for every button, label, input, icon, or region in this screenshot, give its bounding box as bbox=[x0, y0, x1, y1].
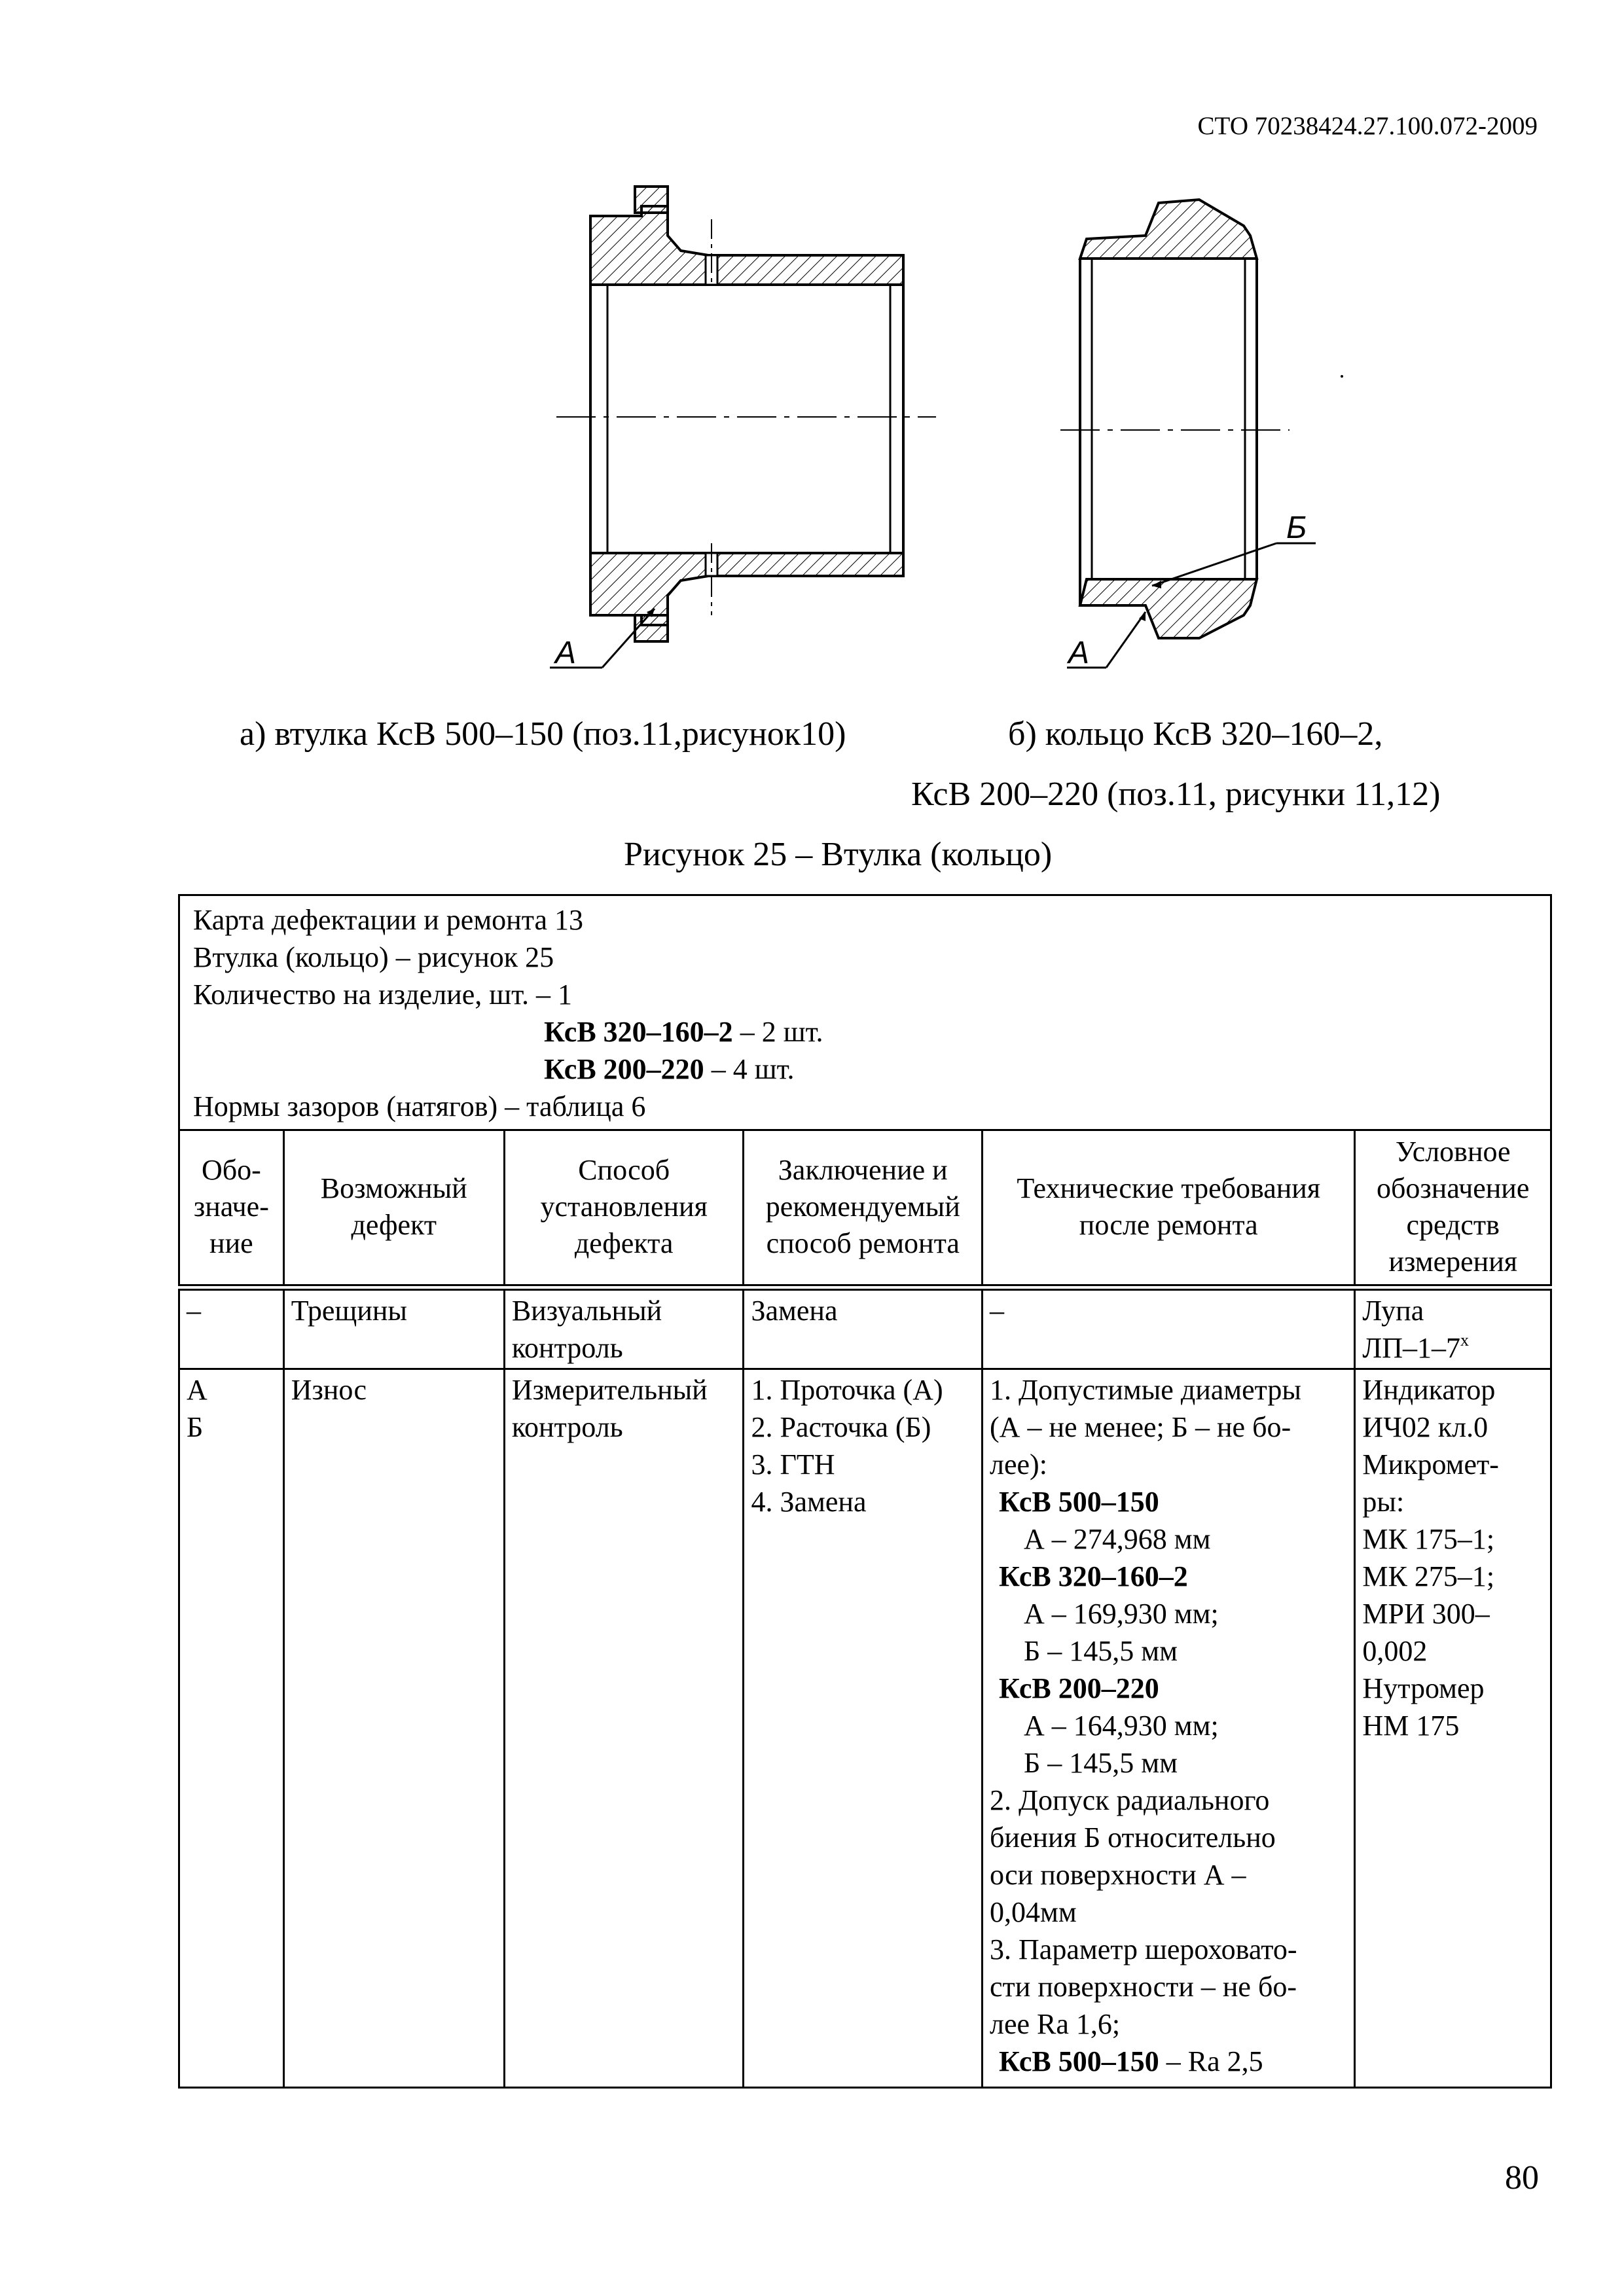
table-row bbox=[179, 1369, 1551, 2088]
quantity-line-2: КсВ 200–220 – 4 шт. bbox=[544, 1053, 795, 1085]
cell-designation: А Б bbox=[179, 1369, 284, 2088]
figure-title: Рисунок 25 – Втулка (кольцо) bbox=[624, 836, 1053, 873]
cell-defect: Износ bbox=[283, 1369, 504, 2088]
bushing-drawing bbox=[537, 180, 943, 691]
cell-repair: Замена bbox=[744, 1287, 983, 1369]
cell-defect: Трещины bbox=[283, 1287, 504, 1369]
card-header bbox=[179, 895, 1551, 1130]
cell-requirements: 1. Допустимые диаметры (А – не менее; Б – не бо- лее): КсВ 500–150 А – 274,968 мм КсВ 320–160–2 А – 169,930 мм; Б – 145,5 мм КсВ 200–220 А – 164,930 мм; Б – 145,5 мм 2. Допуск радиального биения Б относительно оси поверхности А – 0,04мм 3. Параметр шероховато- сти поверхности – не бо- лее Ra 1,6; КсВ 500–150 – Ra 2,5 bbox=[983, 1369, 1355, 2088]
cell-method: Измерительный контроль bbox=[504, 1369, 744, 2088]
label-a-ring: А bbox=[1068, 636, 1090, 670]
cell-tools: Лупа $ЛП-1-7^х$ bbox=[1355, 1287, 1551, 1369]
label-a: А bbox=[555, 636, 577, 670]
col-header-method: Способ установления дефекта bbox=[504, 1130, 744, 1288]
quantity-line-1: КсВ 320–160–2 – 2 шт. bbox=[544, 1016, 823, 1048]
document-code: СТО 70238424.27.100.072-2009 bbox=[1197, 112, 1538, 140]
caption-b-line2: КсВ 200–220 (поз.11, рисунки 11,12) bbox=[911, 776, 1441, 813]
label-b: Б bbox=[1286, 511, 1307, 545]
cell-tools: Индикатор ИЧ02 кл.0 Микромет- ры: МК 175–1; МК 275–1; МРИ 300– 0,002 Нутромер НМ 175 bbox=[1355, 1369, 1551, 2088]
caption-a: а) втулка КсВ 500–150 (поз.11,рисунок10) bbox=[240, 715, 846, 753]
col-header-repair: Заключение и рекомендуемый способ ремонта bbox=[744, 1130, 983, 1288]
ring-drawing bbox=[1054, 187, 1420, 684]
cell-method: Визуальный контроль bbox=[504, 1287, 744, 1369]
cell-designation: – bbox=[179, 1287, 284, 1369]
col-header-requirements: Технические требования после ремонта bbox=[983, 1130, 1355, 1288]
cell-requirements: – bbox=[983, 1287, 1355, 1369]
page-number: 80 bbox=[1505, 2159, 1539, 2197]
card-quantity: Количество на изделие, шт. – 1 bbox=[193, 978, 573, 1011]
cell-repair: 1. Проточка (А) 2. Расточка (Б) 3. ГТН 4. Замена bbox=[744, 1369, 983, 2088]
col-header-designation: Обо- значе- ние bbox=[179, 1130, 284, 1288]
caption-b-line1: б) кольцо КсВ 320–160–2, bbox=[1008, 715, 1383, 753]
card-part: Втулка (кольцо) – рисунок 25 bbox=[193, 941, 554, 973]
table-row bbox=[179, 1287, 1551, 1369]
defect-repair-card-table bbox=[178, 894, 1552, 2089]
card-title: Карта дефектации и ремонта 13 bbox=[193, 904, 583, 936]
col-header-tools: Условное обозначение средств измерения bbox=[1355, 1130, 1551, 1288]
col-header-defect: Возможный дефект bbox=[283, 1130, 504, 1288]
card-clearance-norms: Нормы зазоров (натягов) – таблица 6 bbox=[193, 1090, 646, 1122]
